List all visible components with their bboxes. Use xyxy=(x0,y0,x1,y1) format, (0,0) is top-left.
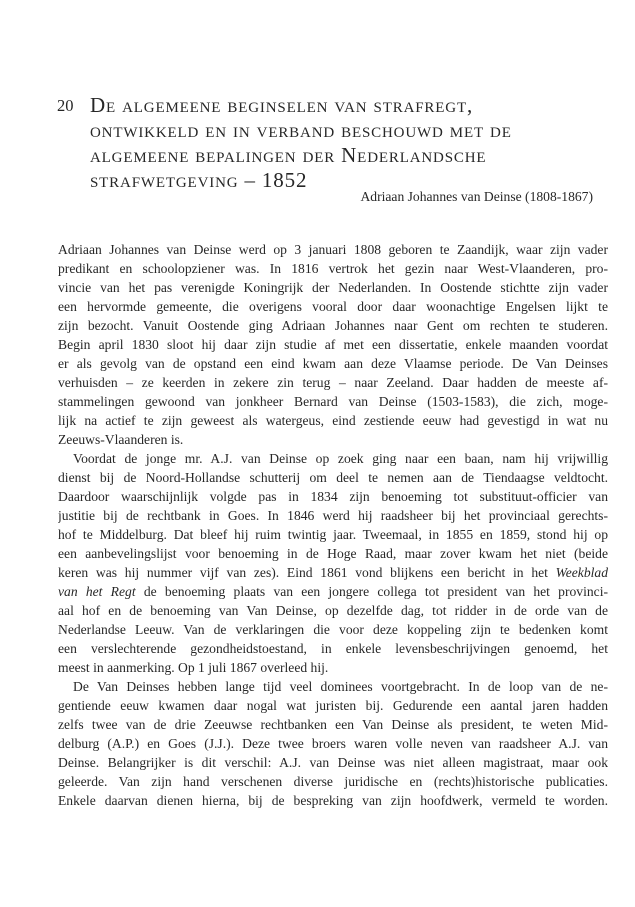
text-segment: zelfs twee van de drie Zeeuwse rechtbanken een Van Deinse als president, te weten Mid- xyxy=(58,717,608,732)
text-segment: keren was hij nummer vijf van zes). Eind 1861 vond blijkens een bericht in het xyxy=(58,565,556,580)
text-segment: vincie van het pas verenigde Koningrijk der Nederlanden. In Oostende stichtte zijn vader xyxy=(58,280,608,295)
text-line xyxy=(58,791,608,810)
text-segment: predikant en schoolopziener was. In 1816 vertrok het gezin naar West-Vlaanderen, pro- xyxy=(58,261,608,276)
text-line xyxy=(58,259,608,278)
text-line xyxy=(58,525,608,544)
italic-text-segment: van het Regt xyxy=(58,584,136,599)
text-segment: Zeeuws-Vlaanderen is. xyxy=(58,432,184,447)
text-line xyxy=(58,544,608,563)
text-line xyxy=(58,316,608,335)
text-segment: aal hof en de benoeming van Van Deinse, op dezelfde dag, tot ridder in de orde van de xyxy=(58,603,608,618)
italic-text-segment: Weekblad xyxy=(555,565,608,580)
text-line xyxy=(58,297,608,316)
text-line xyxy=(58,373,608,392)
chapter-title-line: strafwetgeving – 1852 xyxy=(90,168,308,192)
text-line xyxy=(58,582,608,601)
text-line xyxy=(58,658,608,677)
text-segment: Enkele daarvan dienen hierna, bij de bespreking van zijn hoofdwerk, vermeld te worden. xyxy=(58,793,608,808)
text-segment: hof te Middelburg. Dat bleef hij ruim twintig jaar. Tweemaal, in 1855 en 1859, stond hij op xyxy=(58,527,608,542)
text-line xyxy=(58,696,608,715)
text-segment: Deinse. Belangrijker is dit verschil: A.J. van Deinse was niet alleen magistraat, maar ook xyxy=(58,755,608,770)
chapter-number: 20 xyxy=(57,96,74,115)
text-segment: geleerde. Van zijn hand verschenen diverse juridische en (rechts)historische publicaties. xyxy=(58,774,608,789)
text-segment: delburg (A.P.) en Goes (J.J.). Deze twee broers waren volle neven van raadsheer A.J. van xyxy=(58,736,608,751)
paragraph xyxy=(58,240,608,449)
paragraph xyxy=(58,449,608,677)
text-line xyxy=(58,639,608,658)
text-line xyxy=(58,392,608,411)
text-line xyxy=(58,506,608,525)
text-line xyxy=(58,753,608,772)
text-segment: Begin april 1830 sloot hij daar zijn studie af met een dissertatie, enkele maanden voordat xyxy=(58,337,608,352)
chapter-heading xyxy=(0,93,635,206)
body-text xyxy=(58,240,608,810)
text-segment: meest in aanmerking. Op 1 juli 1867 overleed hij. xyxy=(58,660,329,675)
text-line xyxy=(58,449,608,468)
text-line xyxy=(58,601,608,620)
text-segment: Voordat de jonge mr. A.J. van Deinse op zoek ging naar een baan, nam hij vrijwillig xyxy=(73,451,608,466)
text-line xyxy=(58,563,608,582)
text-segment: gentiende eeuw kwamen daar nogal wat juristen bij. Gedurende een aantal jaren hadden xyxy=(58,698,608,713)
author-attribution: Adriaan Johannes van Deinse (1808-1867) xyxy=(360,189,593,204)
text-line xyxy=(58,487,608,506)
chapter-title-line: De algemeene beginselen van strafregt, xyxy=(90,93,474,117)
text-segment: verhuisden – ze keerden in zekere zin terug – naar Zeeland. Daar hadden de meeste af- xyxy=(58,375,608,390)
text-segment: de benoeming plaats van een jongere collega tot president van het provinci- xyxy=(135,584,608,599)
text-segment: een aanbevelingslijst voor benoeming in de Hoge Raad, maar zover kwam het niet (beide xyxy=(58,546,608,561)
text-segment: een verslechterende gezondheidstoestand, in enkele levensbeschrijvingen genoemd, het xyxy=(58,641,608,656)
text-line xyxy=(58,772,608,791)
chapter-title-line: ontwikkeld en in verband beschouwd met de xyxy=(90,118,512,142)
paragraph xyxy=(58,677,608,810)
text-line xyxy=(58,411,608,430)
text-segment: justitie bij de rechtbank in Goes. In 1846 werd hij raadsheer bij het provinciaal gerechts- xyxy=(58,508,608,523)
chapter-title xyxy=(90,93,512,193)
text-line xyxy=(58,430,608,449)
chapter-title-line: algemeene bepalingen der Nederlandsche xyxy=(90,143,487,167)
text-line xyxy=(58,240,608,259)
text-segment: zijn bezocht. Vanuit Oostende ging Adriaan Johannes naar Gent om rechten te studeren. xyxy=(58,318,608,333)
text-segment: Adriaan Johannes van Deinse werd op 3 januari 1808 geboren te Zaandijk, waar zijn vader xyxy=(58,242,608,257)
text-segment: lijk na actief te zijn geweest als watergeus, eind zestiende eeuw had gevestigd in wat nu xyxy=(58,413,608,428)
text-line xyxy=(58,468,608,487)
text-line xyxy=(58,620,608,639)
text-segment: stammelingen gewoond van jonkheer Bernard van Deinse (1503-1583), die zich, moge- xyxy=(58,394,608,409)
text-segment: er als gevolg van de opstand een eind kwam aan deze Vlaamse periode. De Van Deinses xyxy=(58,356,608,371)
text-segment: De Van Deinses hebben lange tijd veel dominees voortgebracht. In de loop van de ne- xyxy=(73,679,608,694)
chapter-heading-row xyxy=(57,93,608,193)
text-line xyxy=(58,677,608,696)
text-segment: Daardoor waarschijnlijk volgde pas in 1834 zijn benoeming tot substituut-officier van xyxy=(58,489,608,504)
text-line xyxy=(58,335,608,354)
text-line xyxy=(58,734,608,753)
text-line xyxy=(58,715,608,734)
text-line xyxy=(58,278,608,297)
text-segment: dienst bij de Noord-Hollandse schutterij om deel te nemen aan de Tiendaagse veldtocht. xyxy=(58,470,608,485)
text-segment: een hervormde gemeente, die overigens vooral door daar woonachtige Engelsen lijkt te xyxy=(58,299,608,314)
text-segment: Nederlandse Leeuw. Van de verklaringen die voor deze koppeling zijn te bedenken komt xyxy=(58,622,608,637)
text-line xyxy=(58,354,608,373)
